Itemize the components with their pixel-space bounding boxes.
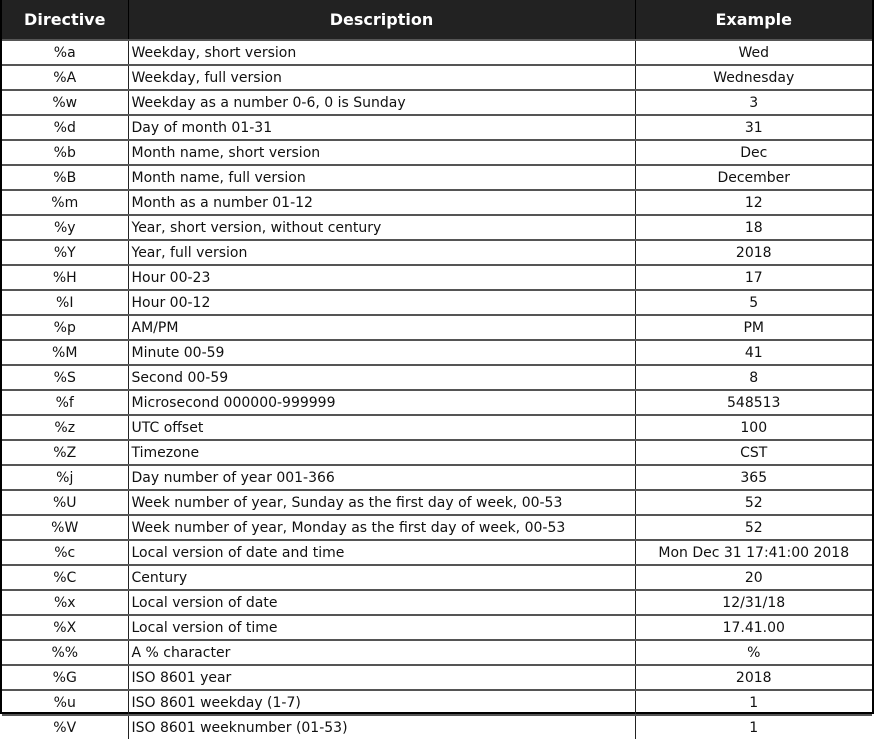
directive-cell: %d (2, 115, 128, 140)
strftime-directives-table (2, 0, 872, 739)
table-row (2, 190, 872, 215)
description-cell: Day number of year 001-366 (128, 465, 635, 490)
directive-cell: %w (2, 90, 128, 115)
directive-cell: %a (2, 40, 128, 65)
description-cell: Week number of year, Sunday as the first day of week, 00-53 (128, 490, 635, 515)
description-cell: ISO 8601 weeknumber (01-53) (128, 715, 635, 739)
table-row (2, 515, 872, 540)
example-cell: CST (635, 440, 872, 465)
directive-cell: %H (2, 265, 128, 290)
table-row (2, 365, 872, 390)
directive-cell: %x (2, 590, 128, 615)
table-row (2, 40, 872, 65)
table-row (2, 490, 872, 515)
directive-cell: %Z (2, 440, 128, 465)
description-cell: Month name, full version (128, 165, 635, 190)
directive-cell: %C (2, 565, 128, 590)
description-cell: Day of month 01-31 (128, 115, 635, 140)
description-cell: ISO 8601 year (128, 665, 635, 690)
example-cell: 5 (635, 290, 872, 315)
example-cell: 100 (635, 415, 872, 440)
example-cell: Mon Dec 31 17:41:00 2018 (635, 540, 872, 565)
description-cell: Weekday, full version (128, 65, 635, 90)
description-cell: Second 00-59 (128, 365, 635, 390)
directive-cell: %f (2, 390, 128, 415)
example-cell: 17 (635, 265, 872, 290)
description-cell: AM/PM (128, 315, 635, 340)
example-cell: 12 (635, 190, 872, 215)
description-cell: ISO 8601 weekday (1-7) (128, 690, 635, 715)
table-row (2, 390, 872, 415)
example-cell: 52 (635, 490, 872, 515)
description-cell: Timezone (128, 440, 635, 465)
example-cell: 31 (635, 115, 872, 140)
description-cell: UTC offset (128, 415, 635, 440)
example-cell: 1 (635, 715, 872, 739)
description-cell: Hour 00-23 (128, 265, 635, 290)
example-cell: Wed (635, 40, 872, 65)
description-cell: Local version of date (128, 590, 635, 615)
directive-cell: %% (2, 640, 128, 665)
directive-cell: %p (2, 315, 128, 340)
directive-cell: %S (2, 365, 128, 390)
table-row (2, 90, 872, 115)
table-row (2, 665, 872, 690)
description-cell: Month name, short version (128, 140, 635, 165)
directive-cell: %m (2, 190, 128, 215)
description-cell: Month as a number 01-12 (128, 190, 635, 215)
description-cell: Year, short version, without century (128, 215, 635, 240)
table-row (2, 565, 872, 590)
description-cell: Local version of time (128, 615, 635, 640)
table-row (2, 340, 872, 365)
example-cell: 3 (635, 90, 872, 115)
directive-cell: %V (2, 715, 128, 739)
example-cell: 2018 (635, 665, 872, 690)
directive-cell: %X (2, 615, 128, 640)
example-cell: PM (635, 315, 872, 340)
description-cell: Weekday as a number 0-6, 0 is Sunday (128, 90, 635, 115)
table-row (2, 240, 872, 265)
example-cell: 17.41.00 (635, 615, 872, 640)
table-row (2, 65, 872, 90)
directive-cell: %Y (2, 240, 128, 265)
directive-cell: %I (2, 290, 128, 315)
description-cell: Century (128, 565, 635, 590)
table-row (2, 540, 872, 565)
description-cell: A % character (128, 640, 635, 665)
table-row (2, 215, 872, 240)
directive-cell: %U (2, 490, 128, 515)
table-row (2, 690, 872, 715)
directive-cell: %b (2, 140, 128, 165)
table-row (2, 640, 872, 665)
example-cell: 18 (635, 215, 872, 240)
table-body (2, 40, 872, 739)
description-cell: Week number of year, Monday as the first day of week, 00-53 (128, 515, 635, 540)
example-cell: 52 (635, 515, 872, 540)
example-cell: Wednesday (635, 65, 872, 90)
table-row (2, 315, 872, 340)
directive-cell: %G (2, 665, 128, 690)
table-row (2, 465, 872, 490)
example-cell: Dec (635, 140, 872, 165)
table-row (2, 715, 872, 739)
directive-cell: %A (2, 65, 128, 90)
description-cell: Year, full version (128, 240, 635, 265)
example-cell: 365 (635, 465, 872, 490)
header-example: Example (635, 0, 872, 40)
table-row (2, 265, 872, 290)
description-cell: Weekday, short version (128, 40, 635, 65)
example-cell: % (635, 640, 872, 665)
table-row (2, 165, 872, 190)
table-header-row (2, 0, 872, 40)
description-cell: Local version of date and time (128, 540, 635, 565)
example-cell: 20 (635, 565, 872, 590)
example-cell: December (635, 165, 872, 190)
table-row (2, 415, 872, 440)
table-row (2, 140, 872, 165)
description-cell: Hour 00-12 (128, 290, 635, 315)
directive-cell: %j (2, 465, 128, 490)
directive-cell: %u (2, 690, 128, 715)
example-cell: 12/31/18 (635, 590, 872, 615)
header-directive: Directive (24, 10, 106, 29)
directive-cell: %M (2, 340, 128, 365)
example-cell: 8 (635, 365, 872, 390)
table-row (2, 290, 872, 315)
example-cell: 2018 (635, 240, 872, 265)
table-row (2, 440, 872, 465)
directive-cell: %W (2, 515, 128, 540)
directive-cell: %c (2, 540, 128, 565)
directive-cell: %z (2, 415, 128, 440)
directive-cell: %y (2, 215, 128, 240)
table-row (2, 590, 872, 615)
description-cell: Microsecond 000000-999999 (128, 390, 635, 415)
example-cell: 1 (635, 690, 872, 715)
example-cell: 548513 (635, 390, 872, 415)
description-cell: Minute 00-59 (128, 340, 635, 365)
table-row (2, 115, 872, 140)
header-description: Description (128, 0, 635, 40)
example-cell: 41 (635, 340, 872, 365)
directive-cell: %B (2, 165, 128, 190)
table-row (2, 615, 872, 640)
